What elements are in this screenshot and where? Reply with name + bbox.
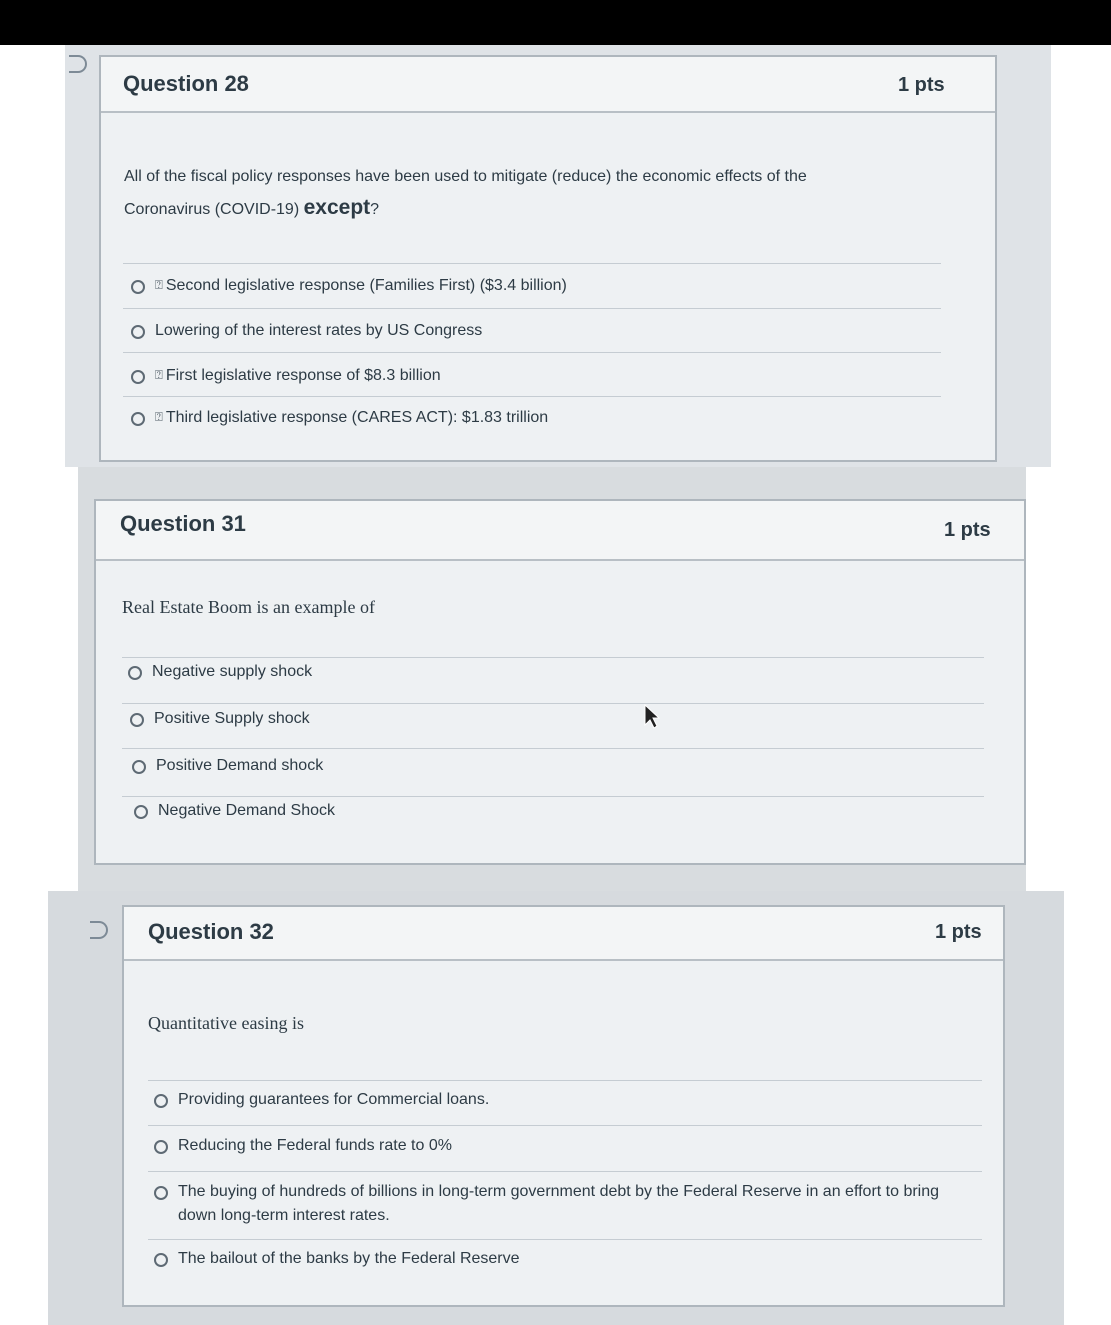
bookmark-flag-icon[interactable]	[69, 55, 87, 73]
question-points: 1 pts	[898, 74, 945, 96]
missing-character-icon: ⍰	[155, 367, 163, 382]
missing-character-icon: ⍰	[155, 409, 163, 424]
radio-button-icon[interactable]	[154, 1094, 168, 1108]
emphasis-text: except	[303, 196, 371, 219]
question-text: Quantitative easing is	[148, 1013, 304, 1033]
radio-button-icon[interactable]	[130, 713, 144, 727]
answer-option[interactable]	[131, 367, 441, 388]
question-title: Question 32	[148, 919, 274, 944]
option-label: The buying of hundreds of billions in long-term government debt by the Federal Reserve in an effort to bring down long-term interest rates.	[178, 1183, 940, 1224]
radio-button-icon[interactable]	[132, 760, 146, 774]
answer-option[interactable]	[128, 663, 312, 684]
option-label: Positive Supply shock	[154, 710, 310, 727]
radio-button-icon[interactable]	[131, 370, 145, 384]
answer-option[interactable]	[154, 1137, 452, 1158]
top-black-bar	[0, 0, 1111, 45]
divider	[123, 308, 941, 309]
answer-option[interactable]	[132, 757, 323, 778]
divider	[148, 1125, 982, 1126]
answer-option[interactable]	[154, 1250, 520, 1271]
question-points: 1 pts	[935, 921, 982, 943]
question-31-card	[94, 499, 1026, 865]
answer-option[interactable]	[134, 802, 335, 823]
radio-button-icon[interactable]	[154, 1140, 168, 1154]
answer-option[interactable]	[154, 1091, 489, 1112]
option-label: Negative Demand Shock	[158, 802, 335, 819]
mouse-pointer-icon	[641, 703, 661, 729]
radio-button-icon[interactable]	[154, 1253, 168, 1267]
option-label: Positive Demand shock	[156, 757, 324, 774]
option-label: Third legislative response (CARES ACT): $1.83 trillion	[165, 409, 549, 426]
answer-option[interactable]	[131, 277, 567, 298]
option-label: Second legislative response (Families First) ($3.4 billion)	[165, 277, 567, 294]
option-label: The bailout of the banks by the Federal Reserve	[178, 1250, 520, 1267]
question-header	[101, 57, 995, 113]
question-31-screenshot	[78, 467, 1026, 891]
question-text: All of the fiscal policy responses have been used to mitigate (reduce) the economic effects of the Coronavirus (COVID-19) except?	[124, 168, 807, 219]
radio-button-icon[interactable]	[131, 280, 145, 294]
divider	[122, 657, 984, 658]
answer-option[interactable]	[130, 710, 310, 731]
question-header	[96, 501, 1024, 561]
question-28-screenshot	[65, 45, 1051, 467]
question-header	[124, 907, 1003, 961]
option-label: Providing guarantees for Commercial loans.	[178, 1091, 490, 1108]
question-text: Real Estate Boom is an example of	[122, 597, 375, 617]
radio-button-icon[interactable]	[134, 805, 148, 819]
option-label: Lowering of the interest rates by US Congress	[155, 322, 483, 339]
divider	[148, 1239, 982, 1240]
answer-option[interactable]	[131, 409, 548, 430]
radio-button-icon[interactable]	[131, 325, 145, 339]
radio-button-icon[interactable]	[154, 1186, 168, 1200]
question-32-card	[122, 905, 1005, 1307]
radio-button-icon[interactable]	[128, 666, 142, 680]
answer-option[interactable]	[154, 1183, 974, 1228]
divider	[123, 263, 941, 264]
question-28-card	[99, 55, 997, 462]
bookmark-flag-icon[interactable]	[90, 921, 108, 939]
divider	[122, 748, 984, 749]
option-label: Reducing the Federal funds rate to 0%	[178, 1137, 452, 1154]
option-label: Negative supply shock	[152, 663, 313, 680]
option-label: First legislative response of $8.3 billion	[165, 367, 441, 384]
question-title: Question 28	[123, 71, 249, 96]
question-points: 1 pts	[944, 519, 991, 541]
divider	[123, 396, 941, 397]
radio-button-icon[interactable]	[131, 412, 145, 426]
answer-option[interactable]	[131, 322, 482, 343]
divider	[148, 1080, 982, 1081]
divider	[122, 796, 984, 797]
divider	[148, 1171, 982, 1172]
divider	[122, 703, 984, 704]
question-title: Question 31	[120, 511, 246, 536]
missing-character-icon: ⍰	[155, 277, 163, 292]
divider	[123, 352, 941, 353]
question-32-screenshot	[48, 891, 1064, 1325]
